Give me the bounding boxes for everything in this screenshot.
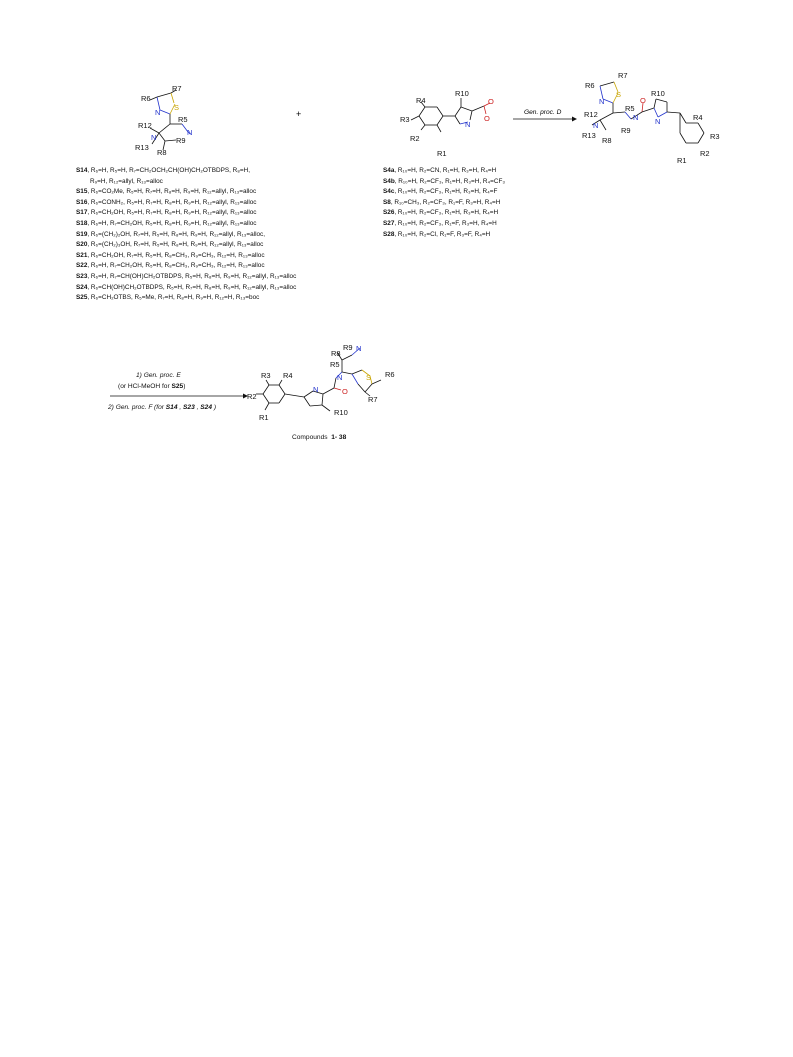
atom-label: S bbox=[616, 90, 622, 99]
atom-label: R3 bbox=[261, 371, 271, 380]
atom-label: N bbox=[187, 128, 193, 137]
atom-label: R5 bbox=[330, 360, 340, 369]
atom-label: R1 bbox=[677, 156, 687, 165]
list-item: S25, R₆=CH₂OTBS, R₅=Me, R₇=H, R₈=H, R₉=H, R₁₂=H, R₁₃=boc bbox=[76, 294, 260, 302]
plus-sign: + bbox=[296, 109, 302, 119]
atom-label: R10 bbox=[334, 408, 348, 417]
atom-label: R2 bbox=[700, 149, 710, 158]
atom-label: R9 bbox=[621, 126, 631, 135]
atom-label: R12 bbox=[584, 110, 598, 119]
atom-label: R8 bbox=[157, 148, 167, 157]
atom-label: N bbox=[356, 344, 362, 353]
atom-label: R1 bbox=[437, 149, 447, 158]
list-item: S19, R₆=(CH₂)₂OH, R₇=H, R₅=H, R₈=H, R₉=H, R₁₂=allyl, R₁₃=alloc, bbox=[76, 230, 266, 238]
list-item: S26, R₁₀=H, R₂=CF₃, R₁=H, R₃=H, R₄=H bbox=[383, 209, 499, 217]
list-item: S18, R₆=H, R₇=CH₂OH, R₅=H, R₈=H, R₉=H, R₁₂=allyl, R₁₃=alloc bbox=[76, 219, 257, 227]
list-item: S21, R₆=CH₂OH, R₇=H, R₅=H, R₈=CH₃, R₉=CH₃, R₁₂=H, R₁₃=alloc bbox=[76, 251, 265, 259]
list-item: S27, R₁₀=H, R₂=CF₃, R₁=F, R₃=H, R₄=H bbox=[383, 219, 497, 227]
atom-label: R6 bbox=[141, 94, 151, 103]
atom-label: R4 bbox=[693, 113, 703, 122]
atom-label: R9 bbox=[343, 343, 353, 352]
list-item: S15, R₆=CO₂Me, R₅=H, R₇=H, R₈=H, R₉=H, R₁₂=allyl, R₁₃=alloc bbox=[76, 188, 257, 196]
list-item: S24, R₆=CH(OH)CH₂OTBDPS, R₅=H, R₇=H, R₈=H, R₉=H, R₁₂=allyl, R₁₃=alloc bbox=[76, 283, 297, 291]
atom-label: R7 bbox=[172, 84, 182, 93]
list-item: S4b, R₁₀=H, R₂=CF₃, R₁=H, R₃=H, R₄=CF₃ bbox=[383, 177, 505, 185]
atom-label: R6 bbox=[385, 370, 395, 379]
atom-label: R5 bbox=[625, 104, 635, 113]
arrow-1-condition: Gen. proc. D bbox=[524, 109, 562, 116]
atom-label: R13 bbox=[135, 143, 149, 152]
atom-label: R7 bbox=[618, 71, 628, 80]
atom-label: N bbox=[593, 121, 599, 130]
list-item: S23, R₆=H, R₇=CH(OH)CH₂OTBDPS, R₅=H, R₈=H, R₉=H, R₁₂=allyl, R₁₃=alloc bbox=[76, 272, 297, 280]
list-item: S14, R₆=H, R₅=H, R₇=CH₂OCH₂CH(OH)CH₂OTBDPS, R₈=H, bbox=[76, 167, 251, 174]
atom-label: N bbox=[599, 97, 605, 106]
list-item: S4a, R₁₀=H, R₂=CN, R₁=H, R₃=H, R₄=H bbox=[383, 167, 497, 174]
list-item: S17, R₆=CH₂OH, R₅=H, R₇=H, R₈=H, R₉=H, R₁₂=allyl, R₁₃=alloc bbox=[76, 209, 257, 217]
atom-label: O bbox=[342, 387, 348, 396]
atom-label: N bbox=[155, 108, 161, 117]
amine-substituent-list bbox=[76, 166, 296, 304]
atom-label: R2 bbox=[410, 134, 420, 143]
atom-label: R6 bbox=[585, 81, 595, 90]
atom-label: R4 bbox=[416, 96, 426, 105]
reaction-arrow-2 bbox=[110, 394, 248, 399]
atom-label: S bbox=[366, 373, 372, 382]
list-item: S22, R₆=H, R₇=CH₂OH, R₅=H, R₈=CH₃, R₉=CH₃, R₁₂=H, R₁₃=alloc bbox=[76, 262, 265, 270]
list-item: S16, R₆=CONH₂, R₅=H, R₇=H, R₈=H, R₉=H, R₁₂=allyl, R₁₃=alloc bbox=[76, 198, 257, 206]
list-item: R₉=H, R₁₂=allyl, R₁₃=alloc bbox=[90, 177, 163, 185]
atom-label: R4 bbox=[283, 371, 293, 380]
atom-label: N bbox=[313, 385, 319, 394]
arrow-2-condition-1: 1) Gen. proc. E bbox=[136, 372, 181, 379]
atom-label: O bbox=[640, 96, 646, 105]
list-item: S8, R₁₀=CH₃, R₂=CF₃, R₁=F, R₃=H, R₄=H bbox=[383, 198, 501, 206]
atom-label: N bbox=[465, 120, 471, 129]
atom-label: O bbox=[484, 114, 490, 123]
atom-label: N bbox=[151, 133, 157, 142]
atom-label: N bbox=[633, 113, 639, 122]
atom-label: R10 bbox=[455, 89, 469, 98]
atom-label: R3 bbox=[710, 132, 720, 141]
arrow-2-condition-2: (or HCl-MeOH for S25) bbox=[118, 383, 186, 390]
arrow-2-condition-3: 2) Gen. proc. F (for S14 , S23 , S24 ) bbox=[108, 404, 217, 411]
atom-label: R8 bbox=[331, 349, 341, 358]
atom-label: R3 bbox=[400, 115, 410, 124]
acid-reactant-structure bbox=[400, 89, 494, 158]
atom-label: R5 bbox=[178, 115, 188, 124]
atom-label: R9 bbox=[176, 136, 186, 145]
amine-reactant-structure bbox=[135, 84, 192, 157]
reaction-arrow-1 bbox=[513, 109, 577, 122]
atom-label: N bbox=[655, 117, 661, 126]
atom-label: O bbox=[488, 97, 494, 106]
amide-intermediate-structure bbox=[582, 71, 720, 165]
product-structure bbox=[247, 343, 395, 422]
atom-label: R10 bbox=[651, 89, 665, 98]
atom-label: R8 bbox=[602, 136, 612, 145]
atom-label: R7 bbox=[368, 395, 378, 404]
atom-label: S bbox=[174, 103, 180, 112]
list-item: S28, R₁₀=H, R₂=Cl, R₁=F, R₃=F, R₄=H bbox=[383, 230, 491, 238]
atom-label: R2 bbox=[247, 392, 257, 401]
atom-label: N bbox=[337, 373, 343, 382]
atom-label: R12 bbox=[138, 121, 152, 130]
atom-label: R1 bbox=[259, 413, 269, 422]
list-item: S4c, R₁₀=H, R₂=CF₃, R₁=H, R₃=H, R₄=F bbox=[383, 188, 498, 196]
atom-label: R13 bbox=[582, 131, 596, 140]
list-item: S20, R₆=(CH₂)₃OH, R₇=H, R₅=H, R₈=H, R₉=H, R₁₂=allyl, R₁₃=alloc bbox=[76, 241, 264, 249]
acid-substituent-list bbox=[383, 166, 505, 240]
compounds-caption: Compounds 1- 38 bbox=[292, 434, 347, 441]
